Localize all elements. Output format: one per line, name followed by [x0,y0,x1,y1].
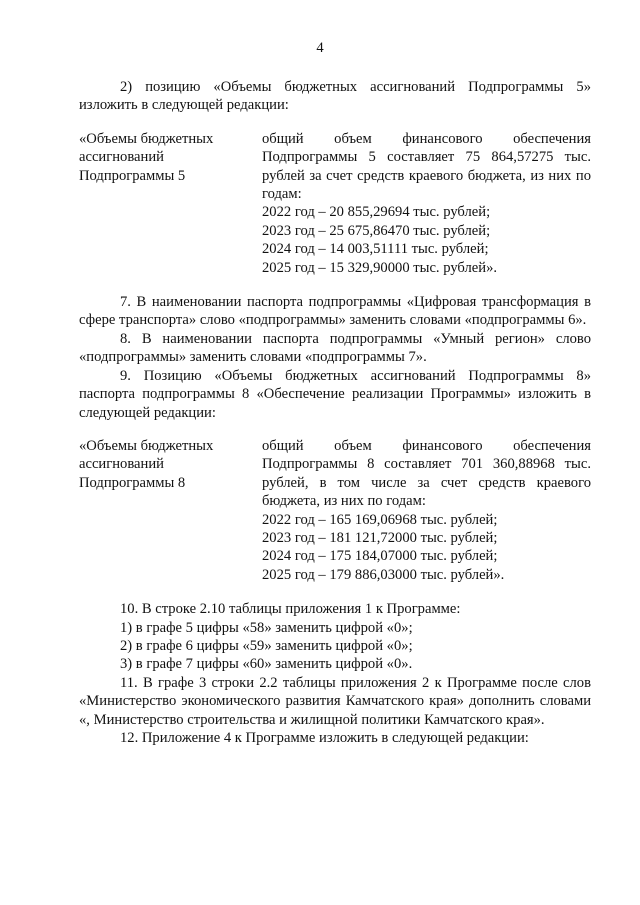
label-line: «Объемы бюджетных [79,130,214,147]
item-10-heading: 10. В строке 2.10 таблицы приложения 1 к Программе: [120,601,461,618]
item-9: 9. Позицию «Объемы бюджетных ассигнований Подпрограммы 8» паспорта подпрограммы 8 «Обеспечение реализации Программы» изложить в следующей редакции: [79,367,591,421]
label-line: ассигнований [79,456,164,473]
funding-year-line: 2024 год – 14 003,51111 тыс. рублей; [262,241,489,258]
funding-year-line: 2024 год – 175 184,07000 тыс. рублей; [262,548,498,565]
subprogram8-funding-block [79,437,591,584]
funding-year-line: 2023 год – 25 675,86470 тыс. рублей; [262,222,491,239]
funding-description: общий объем финансового обеспечения Подпрограммы 5 составляет 75 864,57275 тыс. рублей за счет средств краевого бюджета, из них по годам: [262,130,591,203]
item-10-subitem: 1) в графе 5 цифры «58» заменить цифрой «0»; [120,619,413,636]
label-line: ассигнований [79,149,164,166]
subprogram8-funding-text [262,437,591,584]
subprogram8-label [79,437,262,584]
item-8: 8. В наименовании паспорта подпрограммы «Умный регион» слово «подпрограммы» заменить словами «подпрограммы 7». [79,330,591,366]
funding-year-line: 2025 год – 179 886,03000 тыс. рублей». [262,566,505,583]
subprogram5-funding-block [79,130,591,277]
funding-year-line: 2023 год – 181 121,72000 тыс. рублей; [262,529,498,546]
funding-description: общий объем финансового обеспечения Подпрограммы 8 составляет 701 360,88968 тыс. рублей, в том числе за счет средств краевого бюджета, из них по годам: [262,437,591,510]
subprogram5-label [79,130,262,277]
page-number: 4 [316,40,324,56]
funding-year-line: 2022 год – 20 855,29694 тыс. рублей; [262,204,491,221]
document-body [79,78,591,747]
item-10-subitem: 2) в графе 6 цифры «59» заменить цифрой «0»; [120,637,413,654]
funding-year-line: 2025 год – 15 329,90000 тыс. рублей». [262,259,498,276]
label-line: Подпрограммы 5 [79,167,186,184]
subprogram5-intro: 2) позицию «Объемы бюджетных ассигнований Подпрограммы 5» изложить в следующей редакции: [79,79,591,114]
item-12: 12. Приложение 4 к Программе изложить в следующей редакции: [120,730,529,746]
label-line: «Объемы бюджетных [79,437,214,454]
item-7: 7. В наименовании паспорта подпрограммы «Цифровая трансформация в сфере транспорта» слово «подпрограммы» заменить словами «подпрограммы 6». [79,294,591,329]
label-line: Подпрограммы 8 [79,474,186,491]
item-11: 11. В графе 3 строки 2.2 таблицы приложения 2 к Программе после слов «Министерство экономического развития Камчатского края» дополнить словами «, Министерство строительства и жилищной политики Камчатского края». [79,674,591,728]
funding-year-line: 2022 год – 165 169,06968 тыс. рублей; [262,511,498,528]
subprogram5-funding-text [262,130,591,277]
item-10-subitem: 3) в графе 7 цифры «60» заменить цифрой «0». [120,656,413,673]
